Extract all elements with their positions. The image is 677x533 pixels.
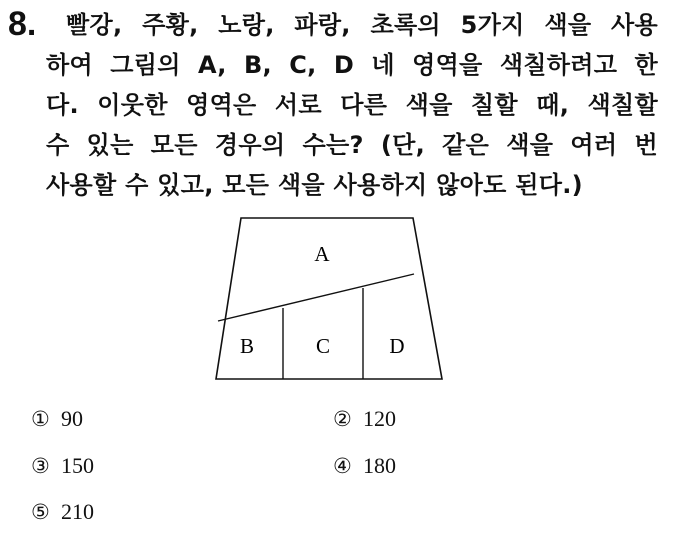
- answer-choice-2[interactable]: [333, 406, 396, 432]
- choice-value-2: 120: [363, 406, 396, 431]
- choice-value-3: 150: [61, 453, 94, 478]
- choice-number-4: ④: [333, 454, 352, 478]
- choice-number-2: ②: [333, 407, 352, 431]
- question-line: 다. 이웃한 영역은 서로 다른 색을 칠할 때, 색칠할: [46, 91, 658, 119]
- trapezoid-diagram: [214, 213, 444, 383]
- question-text: [46, 5, 658, 205]
- question-line: 빨강, 주황, 노랑, 파랑, 초록의 5가지 색을 사용: [66, 11, 658, 39]
- answer-choice-3[interactable]: [31, 453, 94, 479]
- question-line: 사용할 수 있고, 모든 색을 사용하지 않아도 된다.): [46, 171, 583, 199]
- choice-number-5: ⑤: [31, 500, 50, 524]
- answer-choice-4[interactable]: [333, 453, 396, 479]
- region-figure: [214, 213, 444, 383]
- question-line: 수 있는 모든 경우의 수는? (단, 같은 색을 여러 번: [46, 131, 658, 159]
- choice-number-1: ①: [31, 407, 50, 431]
- choice-number-3: ③: [31, 454, 50, 478]
- choice-value-1: 90: [61, 406, 83, 431]
- region-label-d: D: [389, 334, 405, 358]
- region-label-c: C: [315, 334, 331, 358]
- question-number: 8.: [8, 5, 37, 43]
- answer-choice-5[interactable]: [31, 499, 94, 525]
- choice-value-5: 210: [61, 499, 94, 524]
- choice-value-4: 180: [363, 453, 396, 478]
- region-label-b: B: [239, 334, 255, 358]
- question-line: 하여 그림의 A, B, C, D 네 영역을 색칠하려고 한: [46, 51, 658, 79]
- region-label-a: A: [314, 242, 330, 266]
- answer-choice-1[interactable]: [31, 406, 83, 432]
- region-a-divider: [218, 274, 414, 321]
